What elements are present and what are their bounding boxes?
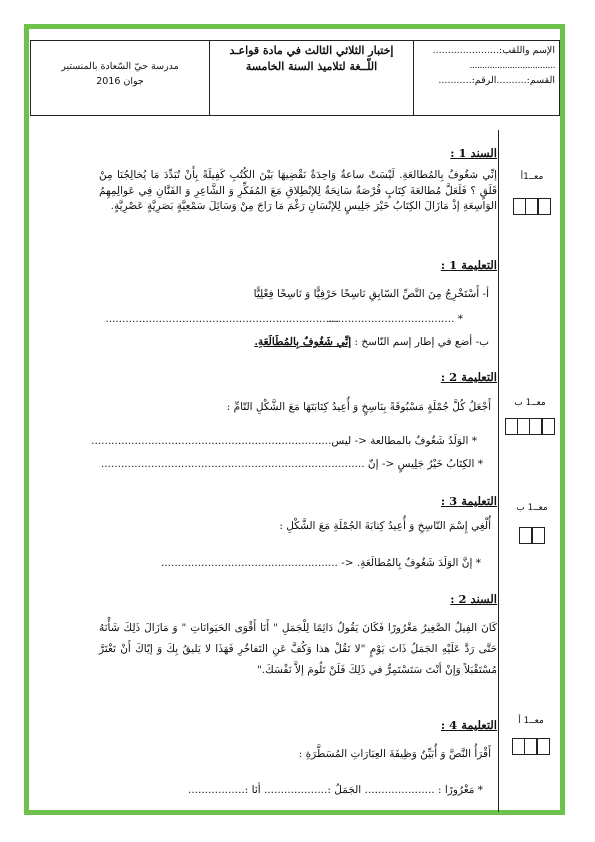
- text2-body: كَانَ الفِيلُ الصَّغِيرُ مَغْرُورًا فَكَانَ يَقُولُ دَائِمًا لِلْجَمَلِ " أَنَا أَقْوَى الحَيَوانَاتِ " وَ مَازَالَ ذَلِكَ شَأْنَهُ حَتَّى رَدَّ عَلَيْهِ الجَمَلُ ذَاتَ يَوْمٍ "لا تَقُلْ هذا وَكُفَّ عَنِ التَفاخُرِ فَهَذَا لا يَليقُ بِكَ وَ إيّاكَ أَنْ تَغْتَرَّ مُسْتَقْبَلاً وَإنْ أنْتَ سَتَسْتَمِرُّ في ذَلِكَ فَلَنْ تَلُومَ إلاَّ نَفْسَكَ.": [99, 622, 497, 676]
- score-box[interactable]: [538, 198, 551, 215]
- header-table: [30, 40, 560, 116]
- task1-a-answer-2[interactable]: ......................................................................: [105, 313, 339, 325]
- text1-title: السند 1 :: [450, 146, 497, 160]
- score-box[interactable]: [537, 738, 550, 755]
- name-field[interactable]: ......................: [432, 45, 500, 56]
- score-block-3: [508, 503, 556, 544]
- number-label: الرقم:: [471, 75, 497, 86]
- score-boxes-1: [508, 198, 556, 215]
- score-label-3: معــ1 ب: [516, 503, 548, 513]
- score-boxes-4: [503, 738, 559, 755]
- school-cell: [31, 41, 209, 115]
- task3-instruction: أُلْغِي إِسْمَ النّاسِخِ وَ أُعِيدُ كِتابَةَ الجُمْلَةِ مَعَ الشَّكْلِ :: [279, 520, 491, 532]
- task4-item[interactable]: * مَغْرُورًا : ..................... الجَمَلُ :................... أنَا :.................: [188, 784, 483, 796]
- class-field[interactable]: ..........: [496, 75, 527, 86]
- score-box[interactable]: [529, 418, 542, 435]
- task1-b: [254, 336, 489, 348]
- page-border: [24, 24, 565, 815]
- exam-title: إختبار الثلاثي الثالث في مادة قواعـد: [229, 44, 394, 57]
- task2-item-2[interactable]: * الكِتَابُ خَيْرُ جَلِيسٍ <- إنّ ...............................................................................: [100, 458, 483, 470]
- score-box[interactable]: [513, 198, 526, 215]
- task2-item-1[interactable]: * الوَلَدُ شَغُوفٌ بالمطالعة <- ليس........................................................................: [91, 435, 477, 447]
- score-column-divider: [498, 130, 499, 812]
- score-block-4: [503, 716, 559, 755]
- score-block-1: [508, 172, 556, 215]
- task1-a-answer-1[interactable]: * ......................................: [327, 313, 463, 325]
- score-box[interactable]: [505, 418, 518, 435]
- task1-a: أ- أَسْتَخْرِجُ مِنَ النَّصِّ السّابِقِ نَاسِخًا حَرْفِيًّا وَ نَاسِخًا فِعْلِيًّا: [253, 288, 489, 300]
- task4-instruction: أَقْرَأُ النَّصَّ وَ أُبَيِّنُ وَظِيفَةَ العِبَارَاتِ المُسَطَّرَةِ :: [298, 748, 491, 760]
- number-field[interactable]: ...........: [438, 75, 472, 86]
- score-label-1: معــ1أ: [520, 172, 544, 182]
- score-label-4: معــ1 أ: [518, 716, 544, 726]
- score-boxes-2: [500, 418, 560, 435]
- task1-b-prefix: ب- أضع في إطار إسم النّاسخ :: [354, 336, 489, 348]
- student-info-cell: [413, 41, 559, 115]
- task2-instruction: أَجْعَلُ كُلَّ جُمْلَةٍ مَسْبُوقَةً بِنَاسِخٍ وَ أُعِيدُ كِتَابَتَهَا مَعَ الشَّكْلِ التّامِّ :: [226, 401, 491, 413]
- score-box[interactable]: [524, 738, 537, 755]
- extra-name-field[interactable]: ..................................: [469, 60, 555, 71]
- name-label: الإسم واللقب:: [499, 45, 555, 56]
- class-label: القسم:: [526, 75, 555, 86]
- exam-title-cell: [209, 41, 413, 115]
- task1-b-sentence[interactable]: إنِّي شَغُوفٌ بِالمُطَالَعَةِ.: [254, 336, 352, 348]
- score-box[interactable]: [519, 527, 532, 544]
- score-block-2: [500, 398, 560, 435]
- score-box[interactable]: [532, 527, 545, 544]
- task3-title: التعليمة 3 :: [440, 494, 497, 508]
- score-box[interactable]: [542, 418, 555, 435]
- task4-title: التعليمة 4 :: [440, 718, 497, 732]
- score-box[interactable]: [517, 418, 530, 435]
- score-boxes-3: [508, 527, 556, 544]
- exam-subtitle: اللّــغة لتلاميذ السنة الخامسة: [245, 60, 378, 73]
- score-box[interactable]: [512, 738, 525, 755]
- task1-title: التعليمة 1 :: [440, 258, 497, 272]
- score-box[interactable]: [525, 198, 538, 215]
- score-label-2: معــ1 ب: [514, 398, 546, 408]
- exam-date: جوان 2016: [96, 76, 144, 87]
- school-name: مدرسة حيّ السّعادة بالمنستير: [61, 61, 179, 72]
- task3-item[interactable]: * إنَّ الوَلَدَ شَغُوفٌ بِالمُطالَعَةِ. <- .....................................................: [160, 557, 481, 569]
- text1-body: إنِّي شغُوفٌ بِالمُطالعَةِ. لَيْسَتْ ساعةٌ وَاحِدَةٌ نَقْضِيهَا بَيْنَ الكُتُبِ كَفِيلَةً بِأَنْ تُبَدِّدَ مَا يُخالِجُنَا مِنْ قَلَقٍ ؟ فَلَعَلَّ مُطالعَةَ كِتَابٍ فُرْصَةٌ سَانِحَةٌ لِلإنْطِلاقِ مَعَ المُفَكِّرِ وَ الشَّاعِرِ وَ الفَنَّانِ فِي عَوالِمِهِمُ الوَاسِعَةِ إذْ مَازَالَ الكِتَابُ خَيْرَ جَلِيسٍ لِلإنْسَانِ رَغْمَ مَا رَاجَ مِنْ وَسَائِلَ سَمْعِيَّةٍ بَصَرِيَّةٍ عَصْرِيَّةٍ.: [99, 169, 497, 212]
- task2-title: التعليمة 2 :: [440, 370, 497, 384]
- text2-title: السند 2 :: [450, 592, 497, 606]
